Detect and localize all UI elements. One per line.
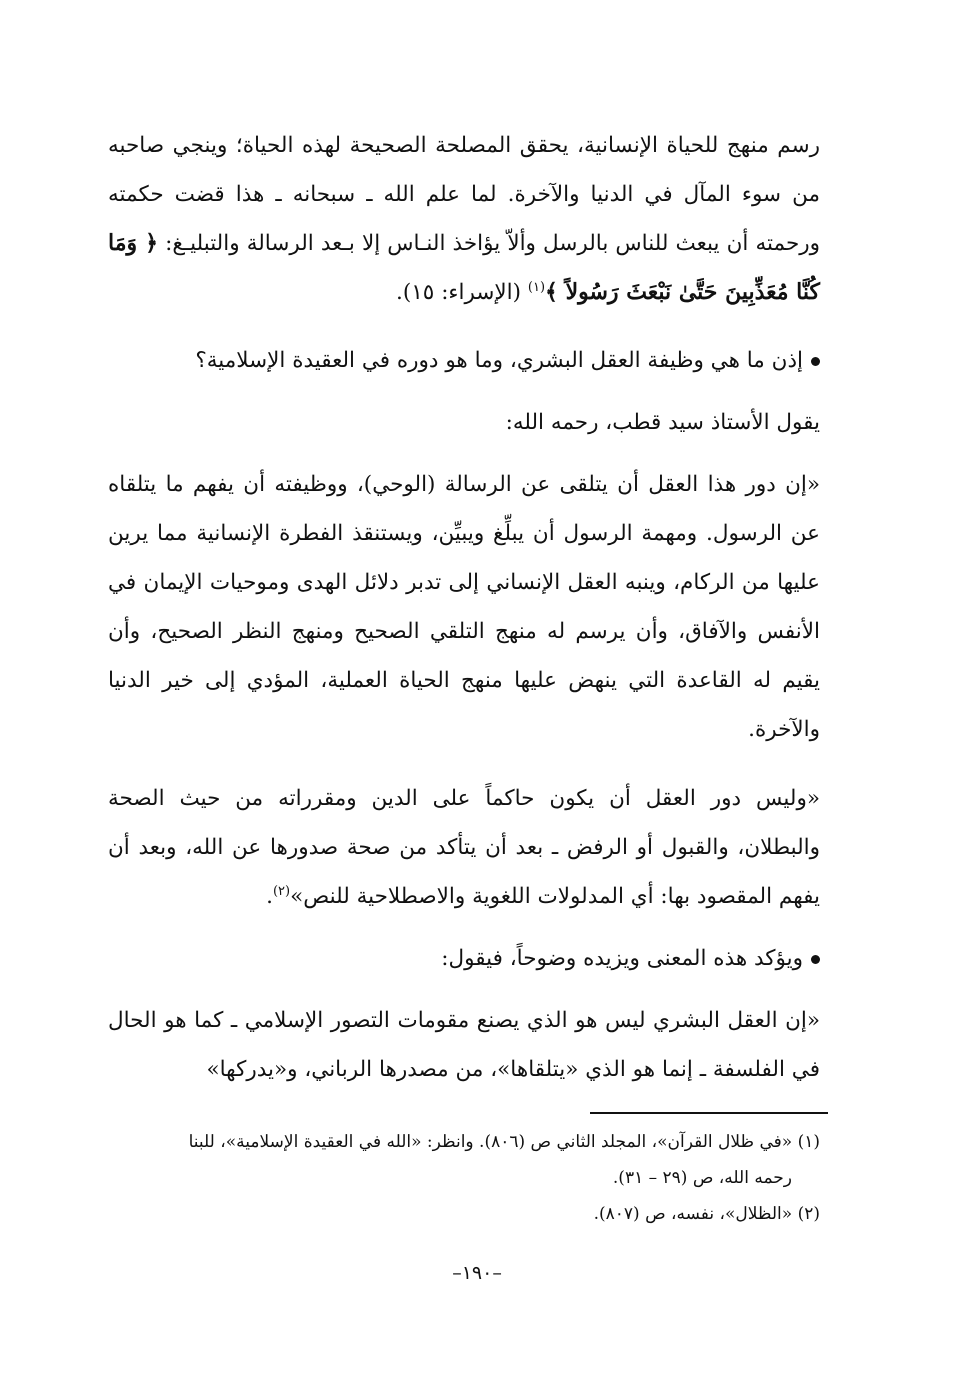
footnotes (108, 1124, 820, 1232)
footnote-1-continuation: رحمه الله، ص (٢٩ – ٣١). (612, 1168, 792, 1188)
quote-paragraph-1: «إن دور هذا العقل أن يتلقى عن الرسالة (الوحي)، ووظيفته أن يفهم ما يتلقاه عن الرسول. ومهمة الرسول أن يبلِّغ ويبيِّن، ويستنقذ الفطرة الإنسانية مما يرين عليها من الركام، وينبه العقل الإنساني إلى تدبر دلائل الهدى وموحيات الإيمان في الأنفس والآفاق، وأن يرسم له منهج التلقي الصحيح ومنهج النظر الصحيح، وأن يقيم له القاعدة التي ينهض عليها منهج الحياة العملية، المؤدي إلى خير الدنيا والآخرة. (108, 472, 820, 742)
footnote-1: (١) «في ظلال القرآن»، المجلد الثاني ص (٨٠٦). وانظر: «الله في العقيدة الإسلامية»، للبنا (188, 1132, 820, 1152)
question-2-text: ويؤكد هذه المعنى ويزيده وضوحاً، فيقول: (441, 946, 803, 971)
quote-intro: يقول الأستاذ سيد قطب، رحمه الله: (505, 410, 820, 435)
paragraph-intro (108, 121, 820, 317)
question-1 (108, 336, 820, 385)
page-number: –١٩٠– (452, 1262, 502, 1284)
footnote-marker-2: (٢) (272, 883, 291, 899)
footnote-marker-1: (١) (527, 279, 546, 295)
question-2 (108, 934, 820, 983)
quran-verse: ﴿ وَمَا كُنَّا مُعَذِّبِينَ حَتَّىٰ نَبْعَثَ رَسُولاً ﴾ (108, 230, 820, 305)
question-1-text: إذن ما هي وظيفة العقل البشري، وما هو دوره في العقيدة الإسلامية؟ (195, 348, 803, 373)
quote-paragraph-2-text: «وليس دور العقل أن يكون حاكماً على الدين ومقرراته من حيث الصحة والبطلان، والقبول أو الرفض ـ بعد أن يتأكد من صحة صدورها عن الله، وبعد أن يفهم المقصود بها: أي المدلولات اللغوية والاصطلاحية للنص» (108, 786, 820, 909)
verse-citation: (الإسراء: ١٥). (396, 280, 522, 305)
bullet-icon (811, 357, 820, 366)
quote-paragraph-3: «إن العقل البشري ليس هو الذي يصنع مقومات التصور الإسلامي ـ كما هو الحال في الفلسفة ـ إنما هو الذي «يتلقاها»، من مصدرها الرباني، و«يدركها» (108, 1008, 820, 1082)
quote-paragraph-2: «وليس دور العقل أن يكون حاكماً على الدين ومقرراته من حيث الصحة والبطلان، والقبول أو الرفض ـ بعد أن يتأكد من صحة صدورها عن الله، وبعد أن يفهم المقصود بها: أي المدلولات اللغوية والاصطلاحية للنص»$^{(٢)}$. (108, 786, 820, 909)
footnote-2: (٢) «الظلال»، نفسه، ص (٨٠٧). (593, 1204, 820, 1224)
footnote-divider (590, 1112, 828, 1114)
bullet-icon (811, 955, 820, 964)
paragraph-intro-text: رسم منهج للحياة الإنسانية، يحقق المصلحة الصحيحة لهذه الحياة؛ وينجي صاحبه من سوء المآل في الدنيا والآخرة. لما علم الله ـ سبحانه ـ هذا قضت حكمته ورحمته أن يبعث للناس بالرسل وألاّ يؤاخذ النـاس إلا بـعد الرسالة والتبليـغ: (108, 133, 820, 256)
